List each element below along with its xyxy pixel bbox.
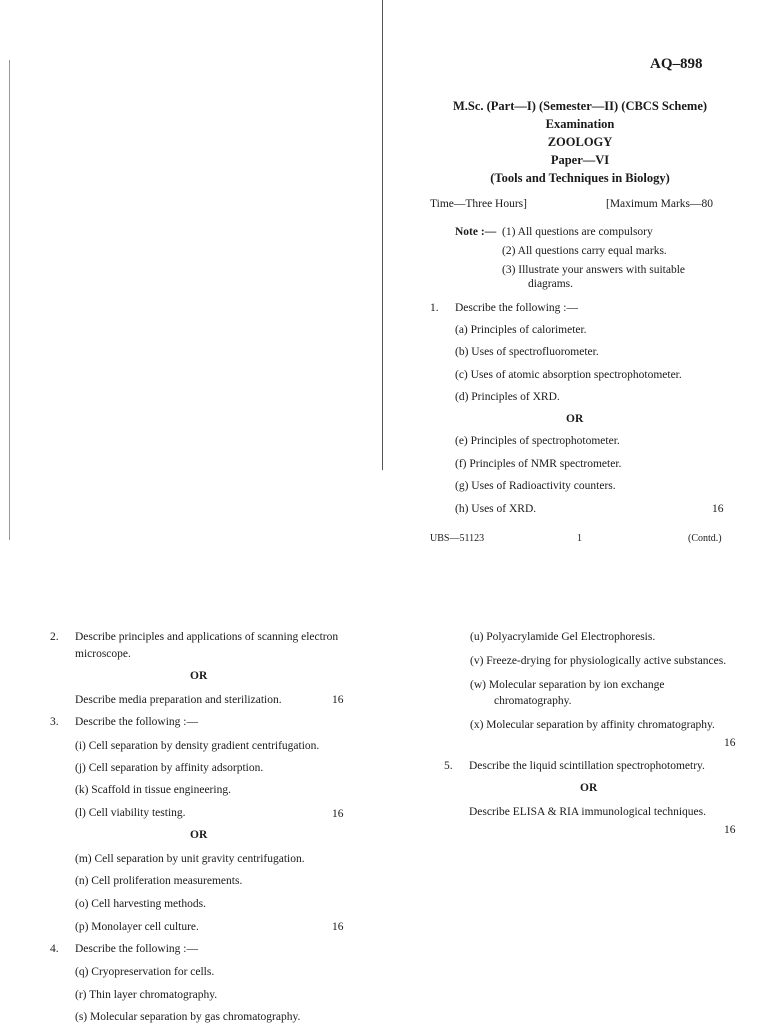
q3-item-j: (j) Cell separation by affinity adsorption. <box>75 762 264 774</box>
q3-item-m: (m) Cell separation by unit gravity centrifugation. <box>75 853 305 865</box>
q1-marks: 16 <box>712 503 724 515</box>
max-marks-label: [Maximum Marks—80 <box>606 198 714 210</box>
q3-item-n: (n) Cell proliferation measurements. <box>75 875 243 887</box>
q1-item-d: (d) Principles of XRD. <box>455 391 560 403</box>
q2-or: OR <box>190 670 208 682</box>
q3-item-o: (o) Cell harvesting methods. <box>75 898 206 910</box>
q1-item-b: (b) Uses of spectrofluorometer. <box>455 346 599 358</box>
q4-item-w-cont: chromatography. <box>494 695 572 707</box>
q4-marks: 16 <box>724 737 736 749</box>
q2-text-line-1: Describe principles and applications of scanning electron <box>75 631 339 643</box>
margin-line <box>9 60 10 540</box>
q3-marks-2: 16 <box>332 921 344 933</box>
footer-contd: (Contd.) <box>688 533 722 544</box>
q4-item-q: (q) Cryopreservation for cells. <box>75 966 215 978</box>
footer-code: UBS—51123 <box>430 533 485 544</box>
q1-item-g: (g) Uses of Radioactivity counters. <box>455 480 616 492</box>
q4-item-x: (x) Molecular separation by affinity chromatography. <box>470 719 715 731</box>
q3-item-p: (p) Monolayer cell culture. <box>75 921 199 933</box>
q5-marks: 16 <box>724 824 736 836</box>
q5-number: 5. <box>444 760 453 772</box>
page-edge-line <box>382 0 383 470</box>
footer-page-number: 1 <box>577 533 582 544</box>
q5-or: OR <box>580 782 598 794</box>
q3-or: OR <box>190 829 208 841</box>
q4-item-v: (v) Freeze-drying for physiologically active substances. <box>470 655 727 667</box>
q1-item-c: (c) Uses of atomic absorption spectrophotometer. <box>455 369 682 381</box>
note-label: Note :— <box>455 226 497 238</box>
q4-text: Describe the following :— <box>75 943 198 955</box>
q2-text-line-2: microscope. <box>75 648 131 660</box>
q1-item-e: (e) Principles of spectrophotometer. <box>455 435 620 447</box>
time-label: Time—Three Hours] <box>430 198 527 210</box>
header-line-1: M.Sc. (Part—I) (Semester—II) (CBCS Scheme) <box>452 99 708 113</box>
q3-item-k: (k) Scaffold in tissue engineering. <box>75 784 231 796</box>
q4-item-r: (r) Thin layer chromatography. <box>75 989 218 1001</box>
note-3: (3) Illustrate your answers with suitable <box>502 264 685 276</box>
q2-alt: Describe media preparation and sterilization. <box>75 694 282 706</box>
header-line-5: (Tools and Techniques in Biology) <box>490 171 670 185</box>
q2-marks: 16 <box>332 694 344 706</box>
header-line-4: Paper—VI <box>550 153 610 167</box>
q4-item-s: (s) Molecular separation by gas chromatography. <box>75 1011 301 1023</box>
q3-marks-1: 16 <box>332 808 344 820</box>
q3-item-i: (i) Cell separation by density gradient centrifugation. <box>75 740 320 752</box>
note-3-cont: diagrams. <box>528 278 574 290</box>
header-line-3: ZOOLOGY <box>547 135 613 149</box>
q3-text: Describe the following :— <box>75 716 198 728</box>
header-line-2: Examination <box>545 117 615 131</box>
note-1: (1) All questions are compulsory <box>502 226 653 238</box>
q4-item-u: (u) Polyacrylamide Gel Electrophoresis. <box>470 631 656 643</box>
q3-number: 3. <box>50 716 59 728</box>
q5-text: Describe the liquid scintillation spectrophotometry. <box>469 760 705 772</box>
q1-item-f: (f) Principles of NMR spectrometer. <box>455 458 622 470</box>
note-2: (2) All questions carry equal marks. <box>502 245 667 257</box>
q1-item-a: (a) Principles of calorimeter. <box>455 324 587 336</box>
q4-number: 4. <box>50 943 59 955</box>
paper-code: AQ–898 <box>650 56 703 72</box>
q5-alt: Describe ELISA & RIA immunological techniques. <box>469 806 706 818</box>
q1-or: OR <box>566 413 584 425</box>
q3-item-l: (l) Cell viability testing. <box>75 807 186 819</box>
exam-header <box>420 97 740 187</box>
q1-item-h: (h) Uses of XRD. <box>455 503 537 515</box>
q1-number: 1. <box>430 302 439 314</box>
q1-text: Describe the following :— <box>455 302 578 314</box>
q2-number: 2. <box>50 631 59 643</box>
q4-item-w: (w) Molecular separation by ion exchange <box>470 679 665 691</box>
